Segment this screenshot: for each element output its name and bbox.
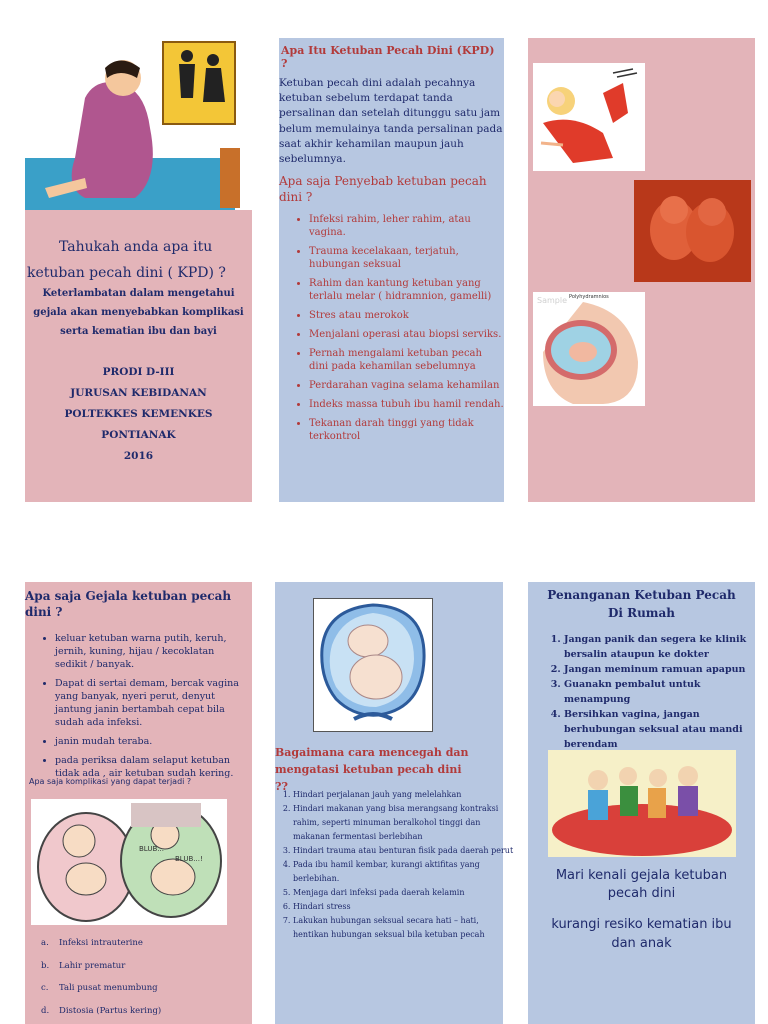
complication-text: Tali pusat menumbung [59,983,158,993]
complication-text: Distosia (Partus kering) [59,1005,162,1016]
prevention-title: Bagaimana cara mencegah dan mengatasi ketuban pecah dini ?? [275,746,469,793]
twin-fetus-image [634,180,751,282]
panel-symptoms [25,582,252,1024]
cause-item: • Trauma kecelakaan, terjatuh, hubungan seksual [309,245,504,271]
panel-images [528,38,755,502]
complications-title: Apa saja komplikasi yang dapat terjadi ? [29,777,192,786]
prevention-step: 6. Hindari stress [293,900,515,914]
causes-title: Apa saja Penyebab ketuban pecah dini ? [279,174,487,205]
symptom-item: • pada periksa dalam selaput ketuban tidak ada , air ketuban sudah kering. [55,754,246,780]
pregnant-woman-illustration [25,38,252,210]
prevention-step: 3. Hindari trauma atau benturan fisik pada daerah perut [293,844,515,858]
cause-item: • Stres atau merokok [309,309,504,322]
prevention-step: 5. Menjaga dari infeksi pada daerah kelamin [293,886,515,900]
panel-cover [25,38,252,502]
home-care-step: 4. Bersihkan vagina, jangan berhubungan seksual atau mandi berendam [564,707,768,752]
family-group-illustration [548,750,736,857]
cause-item: • Tekanan darah tinggi yang tidak terkontrol [309,417,504,443]
cover-heading-line1: Tahukah anda apa itu [59,239,213,255]
complication-item [41,955,241,978]
symptoms-list [25,632,252,780]
complication-item [41,1000,241,1023]
symptom-item: • keluar ketuban warna putih, keruh, jernih, kuning, hijau / kecoklatan sedikit / banyak. [55,632,246,671]
prevention-step: 2. Hindari makanan yang bisa merangsang kontraksi rahim, seperti minuman beralkohol tinggi dan makanan fermentasi berlebihan [293,802,515,844]
prevention-step: 4. Pada ibu hamil kembar, kurangi aktifitas yang berlebihan. [293,858,515,886]
complication-marker: c. [41,983,49,993]
home-care-step: 1. Jangan panik dan segera ke klinik bersalin ataupun ke dokter [564,632,768,662]
polyhydramnios-diagram [533,292,645,406]
causes-list [279,213,504,443]
complication-marker: b. [41,960,50,971]
definition-text: Ketuban pecah dini adalah pecahnya ketuban sebelum terdapat tanda persalinan dan setelah ditunggu satu jam belum memulainya tanda persalinan pada saat akhir kehamilan maupun jauh sebelumnya. [279,77,503,166]
cause-item: • Indeks massa tubuh ibu hamil rendah. [309,398,504,411]
complication-text: Lahir prematur [59,960,126,971]
symptom-item: • janin mudah teraba. [55,735,246,748]
babies-bubbles-illustration [31,799,227,925]
complications-list [41,932,241,1022]
complication-item [41,932,241,955]
complication-text: Infeksi intrauterine [59,938,143,948]
slogan-1: Mari kenali gejala ketuban pecah dini [555,868,728,901]
cause-item: • Infeksi rahim, leher rahim, atau vagina. [309,213,504,239]
cause-item: • Perdarahan vagina selama kehamilan [309,379,504,392]
cover-institution [33,362,244,467]
panel-prevention [275,582,514,1024]
definition-title: Apa Itu Ketuban Pecah Dini (KPD) ? [281,44,495,70]
symptom-item: • Dapat di sertai demam, bercak vagina yang banyak, nyeri perut, denyut jantung janin bertambah cepat bila sudah ada infeksi. [55,677,246,729]
prevention-step: 1. Hindari perjalanan jauh yang melelahkan [293,788,515,802]
bubble-text-2: BLUB...! [175,855,203,863]
cover-heading [25,234,252,286]
cause-item: • Pernah mengalami ketuban pecah dini pada kehamilan sebelumnya [309,347,504,373]
panel-definition [279,38,504,502]
complication-item [41,977,241,1000]
bubble-text-1: BLUB... [139,845,164,853]
cover-intro: Keterlambatan dalam mengetahui gejala akan menyebabkan komplikasi serta kematian ibu dan bayi [33,288,244,337]
complication-marker: d. [41,1005,50,1016]
prevention-list [275,788,515,942]
jurusan-label: JURUSAN KEBIDANAN POLTEKKES KEMENKES PONTIANAK [64,387,213,441]
year-label: 2016 [123,450,154,462]
prodi-label: PRODI D-III [102,366,175,378]
diagram-label: Polyhydramnios [569,294,609,300]
cover-heading-line2: ketuban pecah dini ( KPD) ? [27,265,226,281]
complication-marker: a. [41,938,49,948]
prevention-step: 7. Lakukan hubungan seksual secara hati – hati, hentikan hubungan seksual bila ketuban pecah [293,914,515,942]
home-care-step: 3. Guanakn pembalut untuk menampung [564,677,768,707]
slogan-2: kurangi resiko kematian ibu dan anak [551,917,732,951]
cause-item: • Rahim dan kantung ketuban yang terlalu melar ( hidramnion, gamelli) [309,277,504,303]
home-care-title: Penanganan Ketuban Pecah Di Rumah [547,588,736,620]
cause-item: • Menjalani operasi atau biopsi serviks. [309,328,504,341]
symptoms-title: Apa saja Gejala ketuban pecah dini ? [25,589,232,619]
diagram-watermark: Sample [537,296,567,305]
panel-home-care [528,582,755,1024]
falling-woman-illustration [533,63,645,171]
home-care-step: 2. Jangan meminum ramuan apapun [564,662,768,677]
fetus-in-womb-illustration [313,598,433,732]
